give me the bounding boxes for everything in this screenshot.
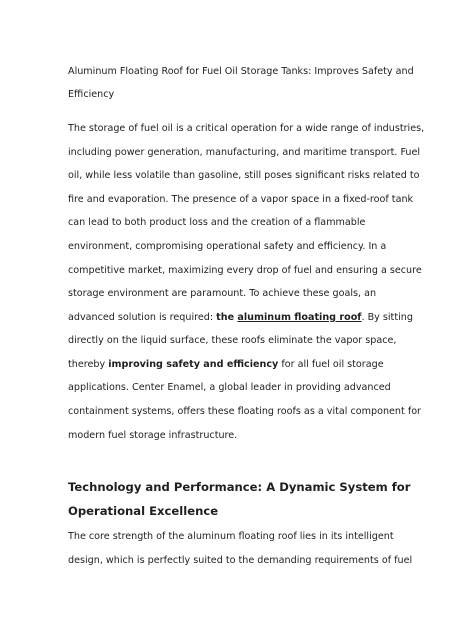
document-title-line-1: Aluminum Floating Roof for Fuel Oil Storage Tanks: Improves Safety and [68, 66, 414, 77]
document-title-line-2: Efficiency [68, 89, 115, 100]
paragraph-1-text: . By sitting [361, 312, 413, 323]
paragraph-1-line: competitive market, maximizing every drop of fuel and ensuring a secure [68, 265, 422, 276]
paragraph-1-line [68, 311, 413, 325]
paragraph-1-line: fire and evaporation. The presence of a vapor space in a fixed-roof tank [68, 194, 414, 205]
bold-text: the [216, 312, 238, 323]
paragraph-1-text: thereby [68, 359, 109, 370]
section-heading-line-2: Operational Excellence [68, 504, 219, 518]
paragraph-1-line: modern fuel storage infrastructure. [68, 430, 238, 441]
paragraph-1-line: can lead to both product loss and the creation of a flammable [68, 217, 366, 228]
paragraph-1-line: environment, compromising operational safety and efficiency. In a [68, 241, 387, 252]
paragraph-1-line: containment systems, offers these floating roofs as a vital component for [68, 406, 422, 417]
paragraph-1-text: advanced solution is required: [68, 312, 217, 323]
paragraph-1-line: directly on the liquid surface, these roofs eliminate the vapor space, [68, 335, 397, 346]
paragraph-1-line: including power generation, manufacturing, and maritime transport. Fuel [68, 147, 421, 158]
paragraph-1-line [68, 358, 384, 372]
paragraph-1-line: The storage of fuel oil is a critical operation for a wide range of industries, [68, 123, 425, 134]
paragraph-1-line: applications. Center Enamel, a global leader in providing advanced [68, 382, 391, 393]
paragraph-2-line: design, which is perfectly suited to the demanding requirements of fuel [68, 555, 413, 566]
paragraph-1-line: oil, while less volatile than gasoline, still poses significant risks related to [68, 170, 420, 181]
paragraph-1-text: for all fuel oil storage [278, 359, 384, 370]
paragraph-1-line: storage environment are paramount. To achieve these goals, an [68, 288, 377, 299]
aluminum-floating-roof-link[interactable]: aluminum floating roof [237, 312, 362, 323]
bold-text: improving safety and efficiency [108, 359, 279, 370]
paragraph-2-line: The core strength of the aluminum floating roof lies in its intelligent [68, 531, 394, 542]
section-heading-line-1: Technology and Performance: A Dynamic System for [68, 480, 411, 494]
